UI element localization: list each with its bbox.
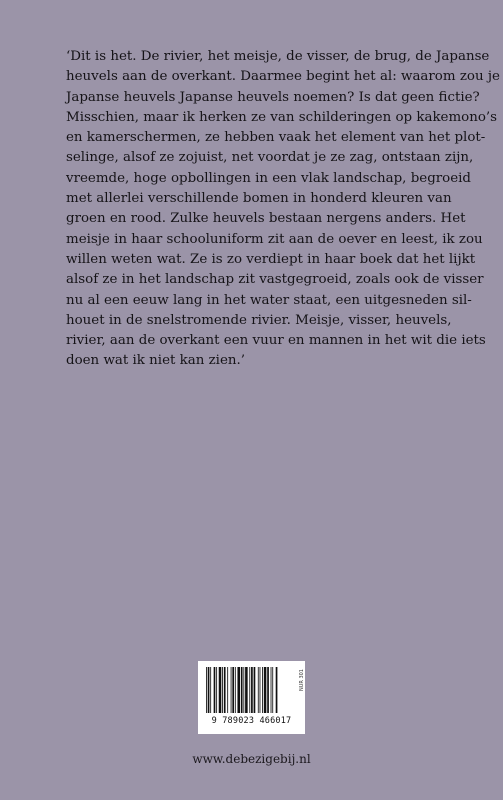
barcode-bar	[235, 667, 236, 713]
barcode-bar	[249, 667, 250, 713]
barcode-side-label: NUR 301	[299, 669, 305, 692]
barcode-bar	[276, 667, 278, 713]
publisher-website: www.debezigebij.nl	[192, 752, 311, 766]
barcode-bar	[245, 667, 248, 713]
barcode-bar	[210, 667, 211, 713]
isbn-number: 9 789023 466017	[211, 716, 292, 726]
isbn-barcode	[198, 661, 305, 734]
barcode-bar	[237, 667, 240, 713]
blurb-line: vreemde, hoge opbollingen in een vlak landschap, begroeid	[66, 170, 472, 186]
blurb-line: nu al een eeuw lang in het water staat, een uitgesneden sil-	[66, 292, 472, 308]
barcode-bar	[214, 667, 216, 713]
blurb-line: doen wat ik niet kan zien.’	[66, 353, 246, 369]
blurb-text	[66, 47, 500, 372]
blurb-line: alsof ze in het landschap zit vastgegroeid, zoals ook de visser	[66, 272, 484, 288]
blurb-line: groen en rood. Zulke heuvels bestaan nergens anders. Het	[66, 211, 466, 227]
barcode-bar	[260, 667, 261, 713]
barcode-bar	[262, 667, 263, 713]
barcode-bar	[264, 667, 267, 713]
blurb-line: Misschien, maar ik herken ze van schilderingen op kakemono’s	[66, 109, 498, 125]
barcode-bar	[254, 667, 256, 713]
barcode-bar	[208, 667, 210, 713]
blurb-line: meisje in haar schooluniform zit aan de oever en leest, ik zou	[66, 231, 483, 247]
barcode-bar	[222, 667, 223, 713]
barcode-bar	[232, 667, 234, 713]
barcode-bar	[241, 667, 243, 713]
blurb-line: ‘Dit is het. De rivier, het meisje, de visser, de brug, de Japanse	[66, 49, 490, 64]
blurb-line: selinge, alsof ze zojuist, net voordat je ze zag, ontstaan zijn,	[66, 150, 474, 166]
barcode-bar	[231, 667, 232, 713]
blurb-line: met allerlei verschillende bomen in honderd kleuren van	[66, 191, 452, 207]
barcode-bar	[206, 667, 207, 713]
barcode-bar	[227, 667, 228, 713]
blurb-line: houet in de snelstromende rivier. Meisje, visser, heuvels,	[66, 312, 452, 328]
barcode-bar	[219, 667, 222, 713]
barcode-bar	[267, 667, 269, 713]
blurb-line: heuvels aan de overkant. Daarmee begint het al: waarom zou je	[66, 69, 500, 85]
blurb-line: willen weten wat. Ze is zo verdiept in haar boek dat het lijkt	[66, 251, 476, 267]
barcode-bar	[243, 667, 244, 713]
blurb-line: en kamerschermen, ze hebben vaak het element van het plot-	[66, 130, 486, 146]
barcode-bar	[224, 667, 226, 713]
blurb-line: Japanse heuvels Japanse heuvels noemen? Is dat geen fictie?	[66, 89, 480, 105]
barcode-bar	[251, 667, 253, 713]
barcode-bar	[272, 667, 273, 713]
barcode-bars	[206, 667, 296, 713]
barcode-bar	[271, 667, 272, 713]
barcode-bar	[216, 667, 217, 713]
barcode-bar	[258, 667, 259, 713]
blurb-line: rivier, aan de overkant een vuur en mannen in het wit die iets	[66, 333, 486, 349]
